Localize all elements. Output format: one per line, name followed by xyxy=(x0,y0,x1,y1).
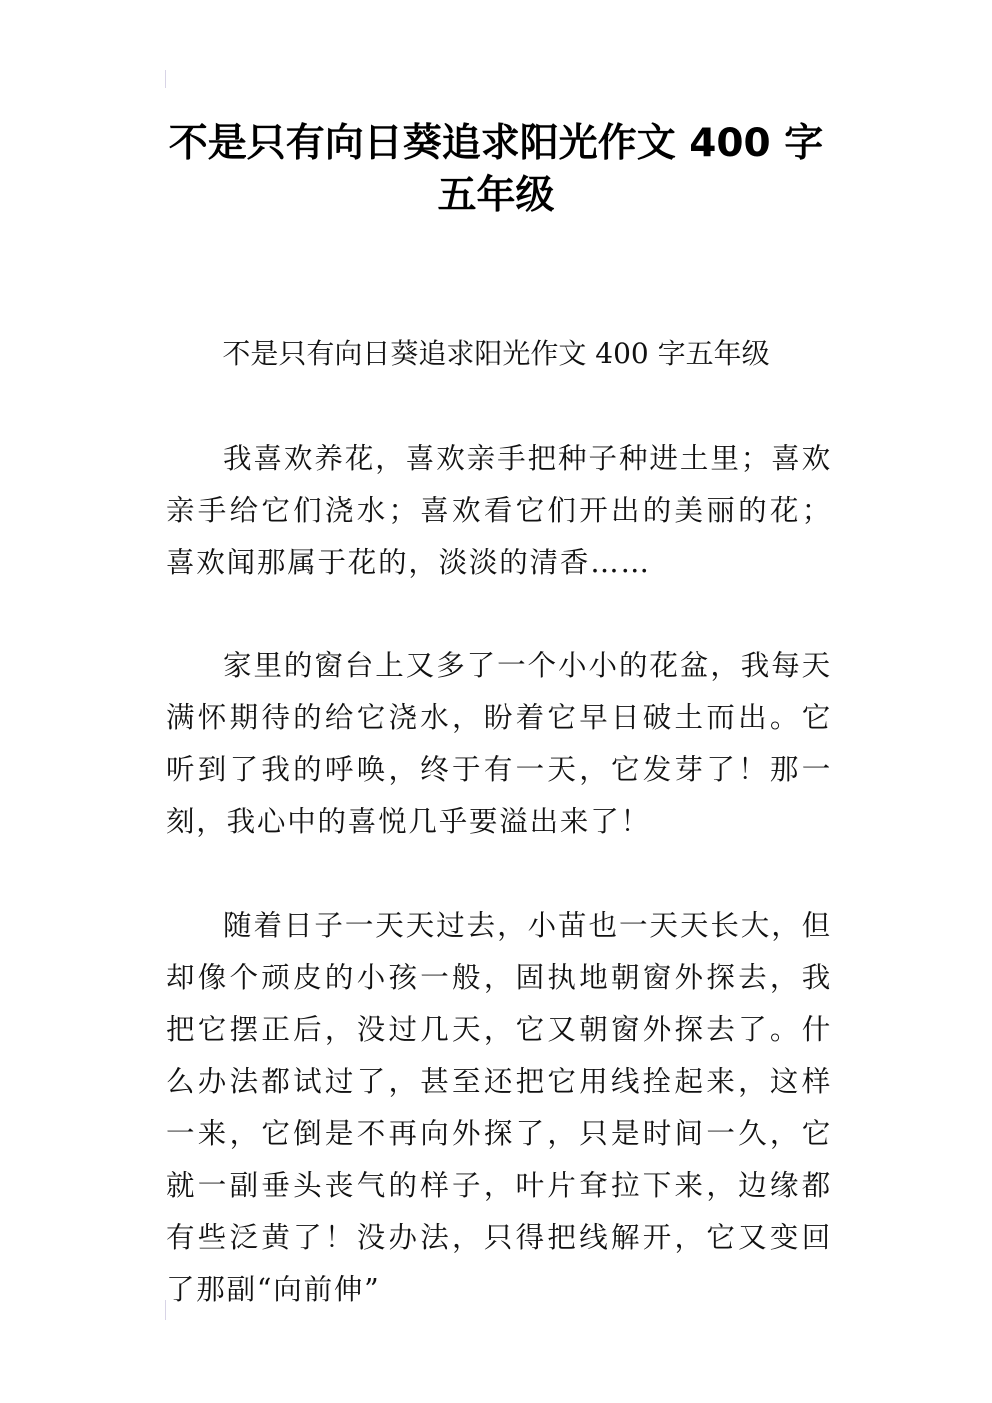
paragraph-2: 家里的窗台上又多了一个小小的花盆，我每天满怀期待的给它浇水，盼着它早日破土而出。它听到了我的呼唤，终于有一天，它发芽了！那一刻，我心中的喜悦几乎要溢出来了！ xyxy=(166,649,832,838)
paragraph-3: 随着日子一天天过去，小苗也一天天长大，但却像个顽皮的小孩一般，固执地朝窗外探去，我把它摆正后，没过几天，它又朝窗外探去了。什么办法都试过了，甚至还把它用线拴起来，这样一来，它倒是不再向外探了，只是时间一久，它就一副垂头丧气的样子，叶片耷拉下来，边缘都有些泛黄了！没办法，只得把线解开，它又变回了那副“向前伸” xyxy=(166,909,832,1306)
paragraph-1: 我喜欢养花，喜欢亲手把种子种进土里；喜欢亲手给它们浇水；喜欢看它们开出的美丽的花；喜欢闻那属于花的，淡淡的清香…… xyxy=(166,442,832,579)
crop-mark-bottom xyxy=(165,1300,166,1320)
document-subtitle: 不是只有向日葵追求阳光作文 400 字五年级 xyxy=(222,337,770,370)
document-title: 不是只有向日葵追求阳光作文 400 字五年级 xyxy=(168,121,824,218)
crop-mark-top xyxy=(165,70,166,88)
